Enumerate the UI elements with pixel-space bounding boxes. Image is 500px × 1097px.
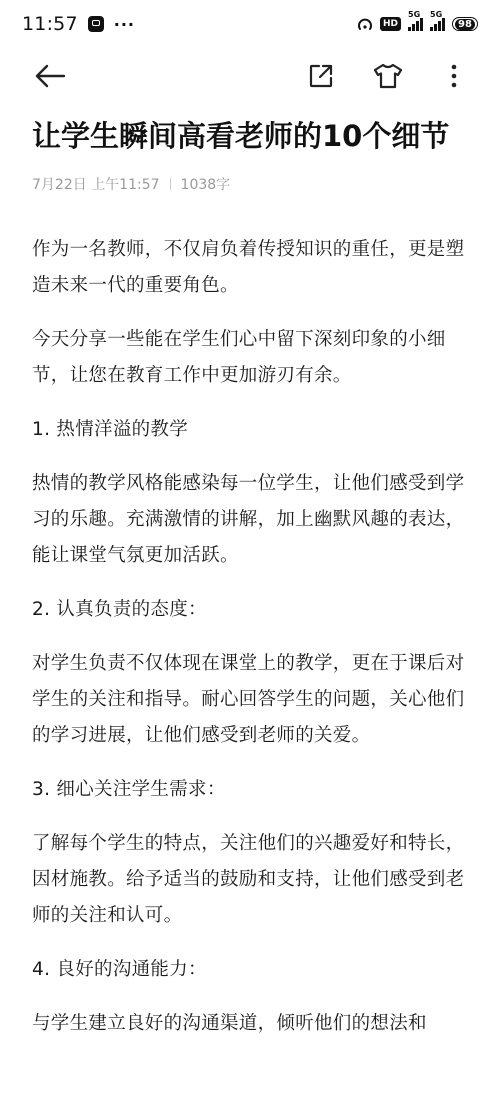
more-vertical-icon (450, 63, 458, 89)
arrow-left-icon (34, 64, 66, 88)
paragraph: 今天分享一些能在学生们心中留下深刻印象的小细节，让您在教育工作中更加游刃有余。 (32, 329, 446, 386)
status-time: 11:57 (22, 13, 78, 35)
article-time: 上午11:57 (91, 177, 160, 193)
share-button[interactable] (297, 50, 345, 102)
paragraph: 热情的教学风格能感染每一位学生，让他们感受到学习的乐趣。充满激情的讲解，加上幽默风趣的表达，能让课堂气氛更加活跃。 (32, 473, 465, 566)
article-toolbar (0, 50, 500, 102)
battery-level: 98 (455, 19, 475, 30)
more-notifications-icon: ··· (113, 14, 135, 34)
back-button[interactable] (26, 50, 74, 102)
status-right (357, 10, 478, 31)
tshirt-icon (373, 63, 403, 89)
battery-icon (452, 17, 478, 31)
status-bar (0, 0, 500, 48)
article-date: 7月22日 (32, 177, 87, 193)
section-heading: 1. 热情洋溢的教学 (32, 419, 189, 440)
paragraph: 对学生负责不仅体现在课堂上的教学，更在于课后对学生的关注和指导。耐心回答学生的问题，关心他们的学习进展，让他们感受到老师的关爱。 (32, 653, 465, 746)
article-title: 让学生瞬间高看老师的10个细节 (32, 119, 450, 153)
theme-button[interactable] (364, 50, 412, 102)
paragraph: 了解每个学生的特点，关注他们的兴趣爱好和特长，因材施教。给予适当的鼓励和支持，让他们感受到老师的关注和认可。 (32, 833, 465, 926)
notification-app-icon (88, 16, 104, 32)
section-heading: 2. 认真负责的态度： (32, 599, 207, 620)
share-external-icon (308, 63, 334, 89)
paragraph: 作为一名教师，不仅肩负着传授知识的重任，更是塑造未来一代的重要角色。 (32, 239, 465, 296)
paragraph: 与学生建立良好的沟通渠道，倾听他们的想法和 (32, 1013, 427, 1034)
hd-voice-icon: HD (380, 17, 401, 31)
signal-icon-sim1: 5G (408, 17, 423, 31)
section-heading: 4. 良好的沟通能力： (32, 959, 207, 980)
hotspot-icon (357, 17, 373, 31)
article-word-count: 1038字 (180, 177, 231, 193)
section-heading: 3. 细心关注学生需求： (32, 779, 226, 800)
status-left (22, 13, 135, 35)
signal-icon-sim2: 5G (430, 17, 445, 31)
article-meta (32, 174, 472, 194)
article-date-time (32, 174, 160, 194)
article-body (32, 232, 472, 1060)
more-button[interactable] (430, 50, 478, 102)
meta-divider (170, 178, 171, 190)
article-header (32, 112, 472, 194)
